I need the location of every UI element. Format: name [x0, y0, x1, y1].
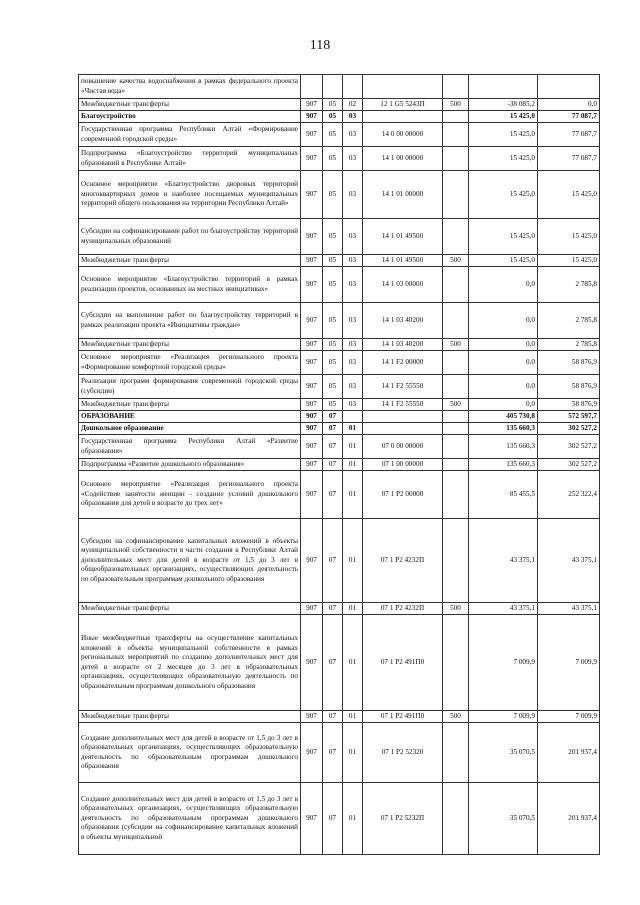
row-pr-cell: 03 — [343, 171, 363, 219]
table-row — [79, 267, 600, 303]
row-rz-cell: 05 — [323, 399, 343, 411]
row-name-cell: Основное мероприятие «Благоустройство территорий в рамках реализации проектов, основанных на местных инициативах» — [79, 267, 301, 303]
row-vr-cell: 500 — [443, 603, 469, 615]
row-value-2020-cell: 405 730,8 — [469, 411, 538, 423]
row-pr-cell — [343, 411, 363, 423]
row-value-2021-cell: 302 527,2 — [538, 435, 600, 459]
row-value-2020-cell — [469, 75, 538, 99]
table-row — [79, 339, 600, 351]
row-rz-cell: 05 — [323, 375, 343, 399]
row-name-cell: Субсидии на выполнение работ по благоустройству территорий в рамках реализации проекта «Инициативы граждан» — [79, 303, 301, 339]
row-rz-cell — [323, 75, 343, 99]
row-vr-cell — [443, 459, 469, 471]
row-pr-cell: 03 — [343, 111, 363, 123]
row-vr-cell: 500 — [443, 399, 469, 411]
row-vr-cell — [443, 351, 469, 375]
row-vr-cell — [443, 783, 469, 855]
row-csr-cell: 07 1 P2 491П0 — [363, 711, 443, 723]
row-csr-cell: 14 1 F2 55550 — [363, 399, 443, 411]
row-vr-cell — [443, 423, 469, 435]
table-row — [79, 171, 600, 219]
row-csr-cell: 12 1 G5 5243П — [363, 99, 443, 111]
row-name-cell: Межбюджетные трансферты — [79, 711, 301, 723]
row-rz-cell: 07 — [323, 471, 343, 519]
row-name-cell: Реализация программ формирования современной городской среды (субсидии) — [79, 375, 301, 399]
row-name-cell: Основное мероприятие «Реализация регионального проекта «Содействие занятости женщин - создание условий дошкольного образования для детей в возрасте до трех лет» — [79, 471, 301, 519]
row-value-2020-cell: 0,0 — [469, 339, 538, 351]
row-vr-cell — [443, 171, 469, 219]
table-row — [79, 471, 600, 519]
row-name-cell: Создание дополнительных мест для детей в возрасте от 1,5 до 3 лет в образовательных организациях, осуществляющих образовательную деятельность по образовательным программам дошкольного образования — [79, 723, 301, 783]
row-name-cell: Основное мероприятие «Реализация регионального проекта «Формирование комфортной городской среды» — [79, 351, 301, 375]
table-row — [79, 351, 600, 375]
row-value-2021-cell: 58 876,9 — [538, 351, 600, 375]
row-rz-cell: 05 — [323, 339, 343, 351]
row-value-2020-cell: 15 425,0 — [469, 171, 538, 219]
table-row — [79, 255, 600, 267]
row-pr-cell: 01 — [343, 603, 363, 615]
row-csr-cell: 07 0 00 00000 — [363, 435, 443, 459]
row-value-2021-cell: 7 009,9 — [538, 615, 600, 711]
row-rz-cell: 05 — [323, 171, 343, 219]
row-value-2021-cell: 77 087,7 — [538, 147, 600, 171]
row-gr-cell: 907 — [301, 471, 323, 519]
row-gr-cell: 907 — [301, 435, 323, 459]
row-value-2021-cell: 2 785,8 — [538, 303, 600, 339]
row-gr-cell: 907 — [301, 603, 323, 615]
row-value-2021-cell: 43 375,1 — [538, 519, 600, 603]
row-gr-cell: 907 — [301, 99, 323, 111]
row-value-2021-cell: 15 425,0 — [538, 219, 600, 255]
row-value-2020-cell: 0,0 — [469, 351, 538, 375]
row-pr-cell: 02 — [343, 99, 363, 111]
row-value-2020-cell: 43 375,1 — [469, 603, 538, 615]
table-row — [79, 783, 600, 855]
table-row — [79, 99, 600, 111]
row-csr-cell: 14 1 F2 55550 — [363, 375, 443, 399]
row-pr-cell: 01 — [343, 435, 363, 459]
table-row — [79, 435, 600, 459]
row-value-2020-cell: 135 660,3 — [469, 435, 538, 459]
row-value-2020-cell: 0,0 — [469, 303, 538, 339]
row-pr-cell: 03 — [343, 255, 363, 267]
table-row — [79, 603, 600, 615]
row-name-cell: Межбюджетные трансферты — [79, 399, 301, 411]
row-vr-cell — [443, 519, 469, 603]
table-row — [79, 423, 600, 435]
row-vr-cell — [443, 615, 469, 711]
row-value-2021-cell: 77 087,7 — [538, 123, 600, 147]
row-vr-cell — [443, 471, 469, 519]
row-vr-cell: 500 — [443, 711, 469, 723]
row-value-2021-cell: 252 322,4 — [538, 471, 600, 519]
row-name-cell: Основное мероприятие «Благоустройство дворовых территорий многоквартирных домов и наиболее посещаемых муниципальных территорий общего пользования на территории Республики Алтай» — [79, 171, 301, 219]
row-value-2020-cell: 35 070,5 — [469, 723, 538, 783]
row-gr-cell: 907 — [301, 351, 323, 375]
page-number: 118 — [309, 38, 331, 53]
row-csr-cell: 14 1 01 00000 — [363, 171, 443, 219]
row-name-cell: ОБРАЗОВАНИЕ — [79, 411, 301, 423]
row-pr-cell: 01 — [343, 471, 363, 519]
row-name-cell: Подпрограмма «Благоустройство территорий муниципальных образований в Республике Алтай» — [79, 147, 301, 171]
row-gr-cell: 907 — [301, 303, 323, 339]
row-value-2020-cell: 15 425,0 — [469, 147, 538, 171]
row-value-2020-cell: 15 425,0 — [469, 219, 538, 255]
row-pr-cell: 03 — [343, 267, 363, 303]
table-row — [79, 375, 600, 399]
row-value-2020-cell: 85 455,5 — [469, 471, 538, 519]
row-pr-cell: 01 — [343, 711, 363, 723]
row-value-2021-cell: 201 937,4 — [538, 783, 600, 855]
table-row — [79, 411, 600, 423]
row-value-2021-cell — [538, 75, 600, 99]
row-rz-cell: 07 — [323, 603, 343, 615]
row-vr-cell — [443, 723, 469, 783]
row-gr-cell: 907 — [301, 339, 323, 351]
row-vr-cell — [443, 111, 469, 123]
row-csr-cell: 07 1 P2 00000 — [363, 471, 443, 519]
row-pr-cell: 03 — [343, 147, 363, 171]
row-name-cell: повышение качества водоснабжения в рамках федерального проекта «Чистая вода» — [79, 75, 301, 99]
row-value-2020-cell: 43 375,1 — [469, 519, 538, 603]
row-csr-cell: 14 0 00 00000 — [363, 123, 443, 147]
row-value-2020-cell: 15 425,0 — [469, 255, 538, 267]
row-value-2021-cell: 302 527,2 — [538, 459, 600, 471]
row-value-2020-cell: 15 425,0 — [469, 111, 538, 123]
table-row — [79, 303, 600, 339]
row-gr-cell: 907 — [301, 519, 323, 603]
row-rz-cell: 07 — [323, 435, 343, 459]
row-value-2021-cell: 7 009,9 — [538, 711, 600, 723]
row-rz-cell: 05 — [323, 351, 343, 375]
table-row — [79, 711, 600, 723]
row-rz-cell: 05 — [323, 111, 343, 123]
row-gr-cell: 907 — [301, 411, 323, 423]
row-value-2020-cell: 0,0 — [469, 267, 538, 303]
table-row — [79, 399, 600, 411]
table-row — [79, 723, 600, 783]
row-csr-cell: 14 1 01 49500 — [363, 219, 443, 255]
table-row — [79, 519, 600, 603]
row-csr-cell: 14 1 00 00000 — [363, 147, 443, 171]
row-value-2020-cell: 15 425,0 — [469, 123, 538, 147]
row-name-cell: Межбюджетные трансферты — [79, 99, 301, 111]
row-pr-cell: 03 — [343, 219, 363, 255]
row-rz-cell: 05 — [323, 99, 343, 111]
row-pr-cell: 01 — [343, 459, 363, 471]
row-pr-cell: 01 — [343, 783, 363, 855]
row-value-2020-cell: 7 009,9 — [469, 711, 538, 723]
row-name-cell: Межбюджетные трансферты — [79, 255, 301, 267]
row-value-2021-cell: 572 597,7 — [538, 411, 600, 423]
table-row — [79, 219, 600, 255]
row-gr-cell: 907 — [301, 615, 323, 711]
row-csr-cell: 14 1 01 49500 — [363, 255, 443, 267]
row-rz-cell: 07 — [323, 783, 343, 855]
row-pr-cell: 03 — [343, 303, 363, 339]
row-csr-cell: 07 1 P2 4232П — [363, 519, 443, 603]
row-name-cell: Создание дополнительных мест для детей в возрасте от 1,5 до 3 лет в образовательных организациях, осуществляющих образовательную деятельность по образовательным программам дошкольного образования (субсидии на софинансирование капитальных вложений в объекты муниципальной — [79, 783, 301, 855]
row-value-2020-cell: 0,0 — [469, 399, 538, 411]
row-value-2021-cell: 43 375,1 — [538, 603, 600, 615]
row-vr-cell: 500 — [443, 99, 469, 111]
row-pr-cell: 03 — [343, 399, 363, 411]
row-rz-cell: 05 — [323, 267, 343, 303]
row-csr-cell — [363, 75, 443, 99]
row-value-2020-cell: 135 660,3 — [469, 423, 538, 435]
row-csr-cell: 07 1 P2 5232П — [363, 783, 443, 855]
row-csr-cell — [363, 423, 443, 435]
row-rz-cell: 05 — [323, 123, 343, 147]
row-csr-cell: 07 1 P2 491П0 — [363, 615, 443, 711]
row-rz-cell: 07 — [323, 459, 343, 471]
row-value-2021-cell: 2 785,8 — [538, 267, 600, 303]
row-vr-cell — [443, 123, 469, 147]
row-vr-cell — [443, 411, 469, 423]
row-gr-cell: 907 — [301, 399, 323, 411]
row-gr-cell: 907 — [301, 459, 323, 471]
row-csr-cell: 07 1 P2 4232П — [363, 603, 443, 615]
row-value-2021-cell: 58 876,9 — [538, 375, 600, 399]
table-row — [79, 123, 600, 147]
row-rz-cell: 07 — [323, 519, 343, 603]
table-body — [79, 75, 600, 855]
row-vr-cell — [443, 219, 469, 255]
row-value-2021-cell: 201 937,4 — [538, 723, 600, 783]
row-value-2020-cell: 35 070,5 — [469, 783, 538, 855]
row-vr-cell: 500 — [443, 255, 469, 267]
row-value-2021-cell: 77 087,7 — [538, 111, 600, 123]
row-vr-cell — [443, 375, 469, 399]
table-row — [79, 75, 600, 99]
row-name-cell: Дошкольное образование — [79, 423, 301, 435]
row-gr-cell: 907 — [301, 219, 323, 255]
row-csr-cell: 14 1 F2 00000 — [363, 351, 443, 375]
row-pr-cell: 03 — [343, 351, 363, 375]
row-csr-cell: 14 1 03 40200 — [363, 339, 443, 351]
row-value-2020-cell: 135 660,3 — [469, 459, 538, 471]
budget-table — [78, 74, 600, 855]
row-value-2020-cell: -38 085,2 — [469, 99, 538, 111]
row-gr-cell: 907 — [301, 711, 323, 723]
row-rz-cell: 05 — [323, 303, 343, 339]
row-gr-cell: 907 — [301, 783, 323, 855]
row-csr-cell — [363, 111, 443, 123]
row-gr-cell: 907 — [301, 723, 323, 783]
row-pr-cell: 01 — [343, 615, 363, 711]
row-gr-cell: 907 — [301, 123, 323, 147]
row-gr-cell — [301, 75, 323, 99]
row-gr-cell: 907 — [301, 255, 323, 267]
row-gr-cell: 907 — [301, 423, 323, 435]
table-row — [79, 459, 600, 471]
row-vr-cell — [443, 147, 469, 171]
row-rz-cell: 05 — [323, 147, 343, 171]
row-gr-cell: 907 — [301, 267, 323, 303]
row-name-cell: Благоустройство — [79, 111, 301, 123]
row-pr-cell: 01 — [343, 423, 363, 435]
row-csr-cell: 07 1 P2 52320 — [363, 723, 443, 783]
row-name-cell: Государственная программа Республики Алтай «Развитие образования» — [79, 435, 301, 459]
row-vr-cell — [443, 303, 469, 339]
row-rz-cell: 05 — [323, 219, 343, 255]
row-csr-cell: 07 1 00 00000 — [363, 459, 443, 471]
row-gr-cell: 907 — [301, 375, 323, 399]
row-name-cell: Государственная программа Республики Алтай «Формирование современной городской среды» — [79, 123, 301, 147]
row-vr-cell — [443, 267, 469, 303]
row-rz-cell: 07 — [323, 723, 343, 783]
row-vr-cell — [443, 435, 469, 459]
row-pr-cell — [343, 75, 363, 99]
row-pr-cell: 01 — [343, 519, 363, 603]
row-pr-cell: 03 — [343, 339, 363, 351]
table-row — [79, 615, 600, 711]
table-row — [79, 147, 600, 171]
table-row — [79, 111, 600, 123]
row-rz-cell: 07 — [323, 411, 343, 423]
row-csr-cell — [363, 411, 443, 423]
row-rz-cell: 05 — [323, 255, 343, 267]
row-value-2021-cell: 15 425,0 — [538, 255, 600, 267]
row-gr-cell: 907 — [301, 111, 323, 123]
row-csr-cell: 14 1 03 40200 — [363, 303, 443, 339]
row-name-cell: Субсидии на софинансирование работ по благоустройству территорий муниципальных образований — [79, 219, 301, 255]
row-csr-cell: 14 1 03 00000 — [363, 267, 443, 303]
row-vr-cell: 500 — [443, 339, 469, 351]
row-name-cell: Подпрограмма «Развитие дошкольного образования» — [79, 459, 301, 471]
row-pr-cell: 03 — [343, 375, 363, 399]
row-value-2021-cell: 302 527,2 — [538, 423, 600, 435]
row-value-2021-cell: 15 425,0 — [538, 171, 600, 219]
row-pr-cell: 01 — [343, 723, 363, 783]
row-rz-cell: 07 — [323, 423, 343, 435]
row-gr-cell: 907 — [301, 171, 323, 219]
row-value-2021-cell: 0,0 — [538, 99, 600, 111]
row-name-cell: Межбюджетные трансферты — [79, 339, 301, 351]
row-value-2021-cell: 2 785,8 — [538, 339, 600, 351]
row-name-cell: Иные межбюджетные трансферты на осуществление капитальных вложений в объекты муниципальной собственности в рамках региональных мероприятий по созданию дополнительных мест для детей в возрасте от 2 месяцев до 3 лет в образовательных организациях, осуществляющих образовательную деятельность по образовательным программам дошкольного образования — [79, 615, 301, 711]
row-value-2020-cell: 0,0 — [469, 375, 538, 399]
row-vr-cell — [443, 75, 469, 99]
row-value-2020-cell: 7 009,9 — [469, 615, 538, 711]
row-pr-cell: 03 — [343, 123, 363, 147]
row-value-2021-cell: 58 876,9 — [538, 399, 600, 411]
row-name-cell: Межбюджетные трансферты — [79, 603, 301, 615]
row-gr-cell: 907 — [301, 147, 323, 171]
row-name-cell: Субсидии на софинансирование капитальных вложений в объекты муниципальной собственности в части создания в Республике Алтай дополнительных мест для детей в возрасте от 1,5 до 3 лет в общеобразовательных организациях, осуществляющих деятельность по образовательным программам дошкольного образования — [79, 519, 301, 603]
row-rz-cell: 07 — [323, 711, 343, 723]
row-rz-cell: 07 — [323, 615, 343, 711]
